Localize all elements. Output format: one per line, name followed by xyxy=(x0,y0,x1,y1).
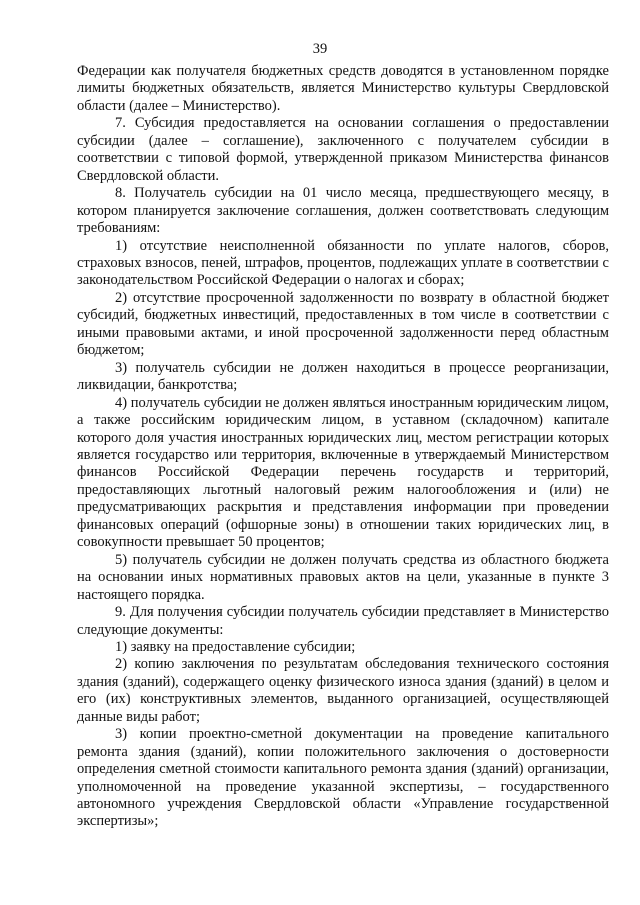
paragraph-requirement-3: 3) получатель субсидии не должен находиться в процессе реорганизации, ликвидации, банкротства; xyxy=(77,359,609,394)
paragraph-continuation: Федерации как получателя бюджетных средств доводятся в установленном порядке лимиты бюджетных обязательств, является Министерство культуры Свердловской области (далее – Министерство). xyxy=(77,63,609,114)
paragraph-document-1: 1) заявку на предоставление субсидии; xyxy=(115,638,356,655)
paragraph-clause-9: 9. Для получения субсидии получатель субсидии представляет в Министерство следующие документы: xyxy=(77,604,609,638)
paragraph-requirement-1: 1) отсутствие неисполненной обязанности по уплате налогов, сборов, страховых взносов, пеней, штрафов, процентов, подлежащих уплате в соответствии с законодательством Российской Федерации о налогах и сборах; xyxy=(77,237,609,289)
paragraph-clause-8: 8. Получатель субсидии на 01 число месяца, предшествующего месяцу, в котором планируется заключение соглашения, должен соответствовать следующим требованиям: xyxy=(77,185,609,237)
page-number: 39 xyxy=(312,41,328,57)
paragraph-requirement-4: 4) получатель субсидии не должен являться иностранным юридическим лицом, а также российским юридическим лицом, в уставном (складочном) капитале которого доля участия иностранных юридических лиц, местом регистрации которых является государство или территория, включенные в утверждаемый Министерством финансов Российской Федерации перечень государств и территорий, предоставляющих льготный налоговый режим налогообложения и (или) не предусматривающих раскрытия и представления информации при проведении финансовых операций (офшорные зоны) в отношении таких юридических лиц, в совокупности превышает 50 процентов; xyxy=(77,394,609,551)
paragraph-document-3: 3) копии проектно-сметной документации на проведение капитального ремонта здания (зданий), копии положительного заключения о достоверности определения сметной стоимости капитального ремонта здания (зданий) организации, уполномоченной на проведение указанной экспертизы, – государственного автономного учреждения Свердловской области «Управление государственной экспертизы»; xyxy=(77,726,609,830)
paragraph-document-2: 2) копию заключения по результатам обследования технического состояния здания (зданий), содержащего оценку физического износа здания (зданий) в целом и его (их) конструктивных элементов, выданного организацией, осуществляющей данные виды работ; xyxy=(77,656,609,725)
paragraph-requirement-5: 5) получатель субсидии не должен получать средства из областного бюджета на основании иных нормативных правовых актов на цели, указанные в пункте 3 настоящего порядка. xyxy=(77,551,609,603)
paragraph-clause-7: 7. Субсидия предоставляется на основании соглашения о предоставлении субсидии (далее – соглашение), заключенного с получателем субсидии в соответствии с типовой формой, утвержденной приказом Министерства финансов Свердловской области. xyxy=(77,115,609,184)
paragraph-requirement-2: 2) отсутствие просроченной задолженности по возврату в областной бюджет субсидий, бюджетных инвестиций, предоставленных в том числе в соответствии с иными правовыми актами, и иной просроченной задолженности перед областным бюджетом; xyxy=(77,289,609,359)
document-body xyxy=(77,63,609,831)
